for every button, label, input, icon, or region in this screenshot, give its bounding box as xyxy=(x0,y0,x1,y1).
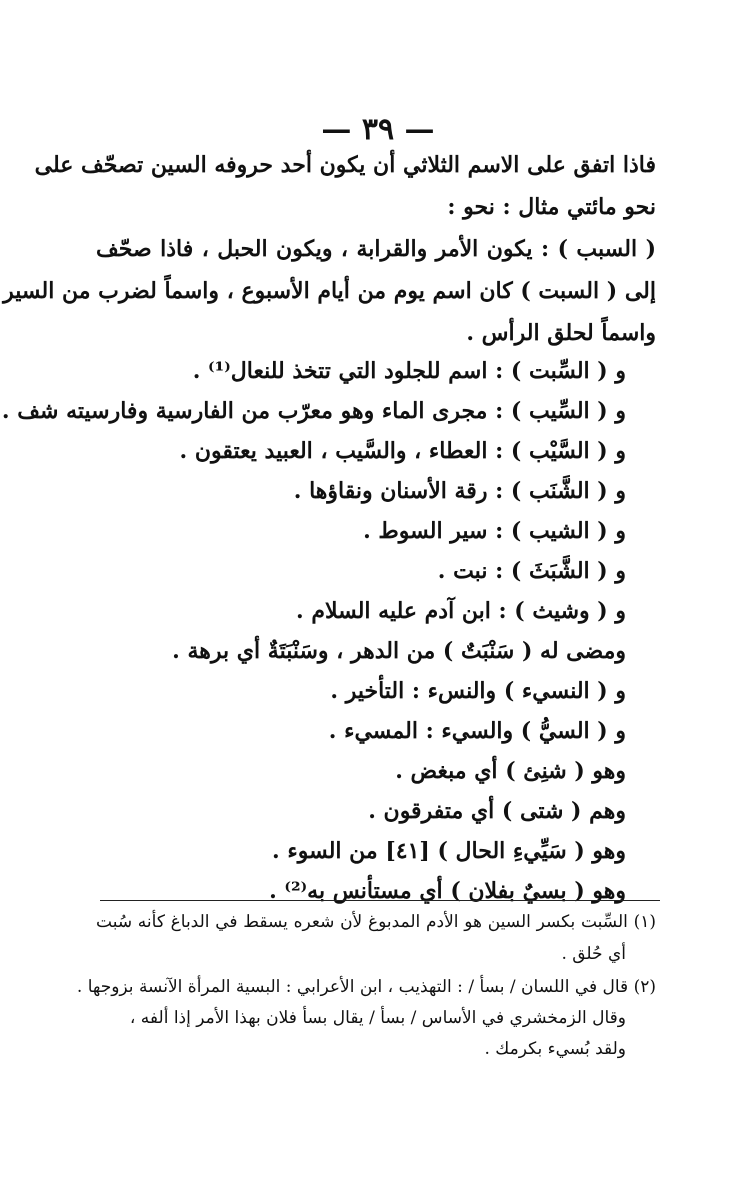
body-line: وهو ( سَيِّيءِ الحال ) [٤١] من السوء . xyxy=(272,838,626,864)
body-line: و ( السِّبت ) : اسم للجلود التي تتخذ للنعال⁽¹⁾ . xyxy=(192,358,626,384)
body-line: و ( الشَّنَب ) : رقة الأسنان ونقاؤها . xyxy=(293,478,626,504)
body-line: و ( الشَّبَثَ ) : نبت . xyxy=(437,558,626,584)
body-line: و ( السَّيْب ) : العطاء ، والسَّيب ، العبيد يعتقون . xyxy=(179,438,626,464)
body-line: وهو ( بسيٌ بفلان ) أي مستأنس به⁽²⁾ . xyxy=(269,878,626,904)
body-line: ( السبب ) : يكون الأمر والقرابة ، ويكون الحبل ، فاذا صحّف xyxy=(96,236,656,262)
footnote-line: ولقد بُسيء بكرمك . xyxy=(484,1039,626,1059)
body-line: و ( السيُّ ) والسيء : المسيء . xyxy=(328,718,626,744)
body-line: ومضى له ( سَنْبَتٌ ) من الدهر ، وسَنْبَتَةٌ أي برهة . xyxy=(172,638,626,664)
body-line: إلى ( السبت ) كان اسم يوم من أيام الأسبوع ، واسماً لضرب من السير xyxy=(3,278,656,304)
page-number: — ٣٩ — xyxy=(321,112,435,147)
body-line: واسماً لحلق الرأس . xyxy=(466,320,656,346)
body-line: و ( النسيء ) والنسء : التأخير . xyxy=(330,678,626,704)
footnote-line: أي حُلق . xyxy=(561,944,626,964)
body-line: و ( الشيب ) : سير السوط . xyxy=(363,518,626,544)
body-line: نحو مائتي مثال : نحو : xyxy=(447,194,656,220)
body-line: و ( السِّيب ) : مجرى الماء وهو معرّب من الفارسية وفارسيته شف . xyxy=(1,398,626,424)
body-line: وهو ( شنِئ ) أي مبغض . xyxy=(395,758,626,784)
body-line: فاذا اتفق على الاسم الثلاثي أن يكون أحد حروفه السين تصحّف على xyxy=(34,152,656,178)
footnote-line: (٢) قال في اللسان / بسأ / : التهذيب ، ابن الأعرابي : البسية المرأة الآنسة بزوجها . xyxy=(76,977,656,997)
body-line: وهم ( شتى ) أي متفرقون . xyxy=(368,798,626,824)
footnote-line: (١) السِّبت بكسر السين هو الأدم المدبوغ لأن شعره يسقط في الدباغ كأنه سُبت xyxy=(96,912,656,932)
footnote-line: وقال الزمخشري في الأساس / بسأ / يقال بسأ فلان بهذا الأمر إذا ألفه ، xyxy=(129,1008,626,1028)
footnote-divider xyxy=(100,900,660,901)
body-line: و ( وشيث ) : ابن آدم عليه السلام . xyxy=(296,598,626,624)
